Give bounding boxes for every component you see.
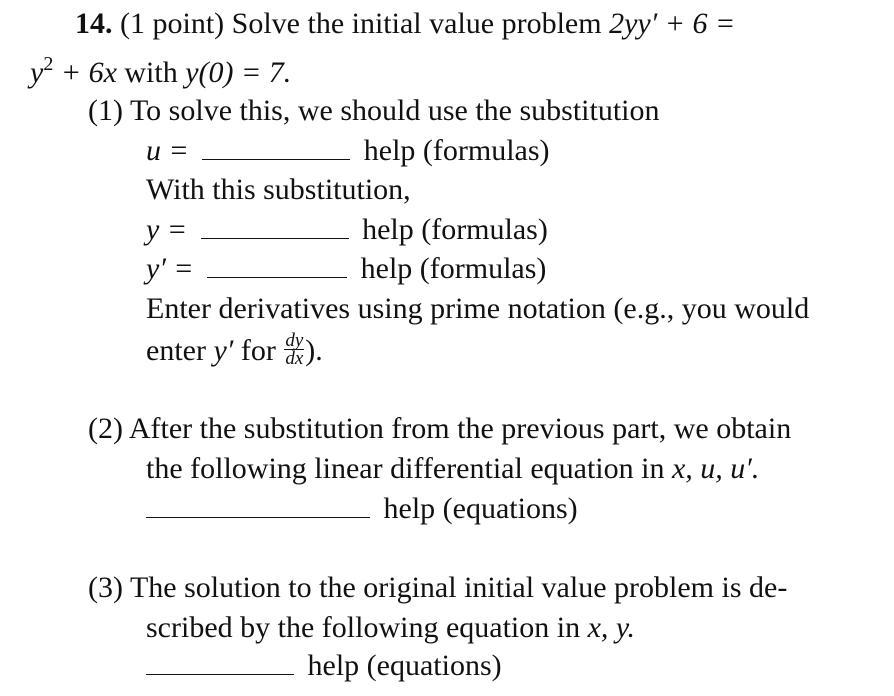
with-substitution-text: With this substitution, bbox=[146, 173, 411, 206]
part3-answer-row bbox=[140, 648, 502, 684]
u-help-link[interactable]: help (formulas) bbox=[363, 134, 550, 167]
derivative-note-for: for bbox=[240, 334, 276, 367]
part1-label: (1) bbox=[88, 94, 123, 127]
part2-answer-input[interactable] bbox=[146, 517, 370, 518]
part1-intro: To solve this, we should use the substitution bbox=[129, 94, 660, 127]
part3-help-link[interactable]: help (equations) bbox=[307, 649, 502, 682]
part1-u-row bbox=[146, 133, 550, 169]
problem-with-text: with bbox=[124, 56, 178, 89]
problem-equation-part1: 2yy′ + 6 = bbox=[609, 7, 736, 40]
part2-text-line1: After the substitution from the previous part, we obtain bbox=[128, 412, 792, 445]
y-answer-input[interactable] bbox=[201, 238, 349, 239]
part2-text-line2: the following linear differential equation in bbox=[146, 452, 665, 485]
fraction-denominator: dx bbox=[285, 347, 304, 369]
part3-variables: x, y. bbox=[587, 611, 636, 644]
yprime-help-link[interactable]: help (formulas) bbox=[360, 252, 547, 285]
yprime-answer-input[interactable] bbox=[207, 277, 347, 278]
part3-label: (3) bbox=[88, 571, 123, 604]
problem-initial-condition: y(0) = 7. bbox=[185, 56, 292, 89]
y-help-link[interactable]: help (formulas) bbox=[362, 213, 548, 246]
yprime-label: y′ = bbox=[146, 252, 194, 285]
problem-equation-exponent: 2 bbox=[43, 53, 54, 75]
y-label: y = bbox=[146, 213, 188, 246]
part3-answer-input[interactable] bbox=[146, 674, 294, 675]
derivative-note-var: y′ bbox=[213, 334, 234, 367]
part2-line2 bbox=[146, 451, 759, 487]
problem-header-line2 bbox=[30, 46, 291, 91]
problem-stem: Solve the initial value problem bbox=[231, 7, 602, 40]
u-label: u = bbox=[146, 134, 189, 167]
part3-text-line2: scribed by the following equation in bbox=[146, 611, 581, 644]
derivative-note-line1: Enter derivatives using prime notation (e.g., you would bbox=[146, 292, 810, 325]
part1-yprime-row bbox=[146, 251, 546, 287]
derivative-note-close: ). bbox=[305, 334, 323, 367]
problem-points: (1 point) bbox=[120, 7, 225, 40]
part3-line2 bbox=[146, 610, 635, 646]
derivative-note-enter: enter bbox=[146, 334, 206, 367]
part1-note-line1 bbox=[146, 291, 809, 327]
fraction-numerator: dy bbox=[285, 329, 304, 351]
part2-variables: x, u, u′. bbox=[671, 452, 760, 485]
dy-dx-fraction bbox=[284, 329, 304, 369]
part1-intro-line bbox=[88, 93, 660, 129]
problem-equation-rhs: + 6x bbox=[53, 56, 117, 89]
part1-y-row bbox=[146, 212, 548, 248]
problem-number: 14. bbox=[75, 7, 113, 40]
part2-answer-row bbox=[140, 491, 578, 527]
part3-text-line1: The solution to the original initial value problem is de- bbox=[129, 571, 788, 604]
part3-line1 bbox=[88, 570, 787, 606]
problem-header-line1 bbox=[75, 6, 735, 42]
u-answer-input[interactable] bbox=[202, 159, 350, 160]
part2-line1 bbox=[88, 411, 791, 447]
part2-label: (2) bbox=[88, 412, 123, 445]
problem-equation-y: y bbox=[30, 56, 44, 89]
part2-help-link[interactable]: help (equations) bbox=[383, 492, 578, 525]
part1-with-sub-row bbox=[146, 172, 411, 208]
part1-note-line2 bbox=[146, 329, 323, 371]
